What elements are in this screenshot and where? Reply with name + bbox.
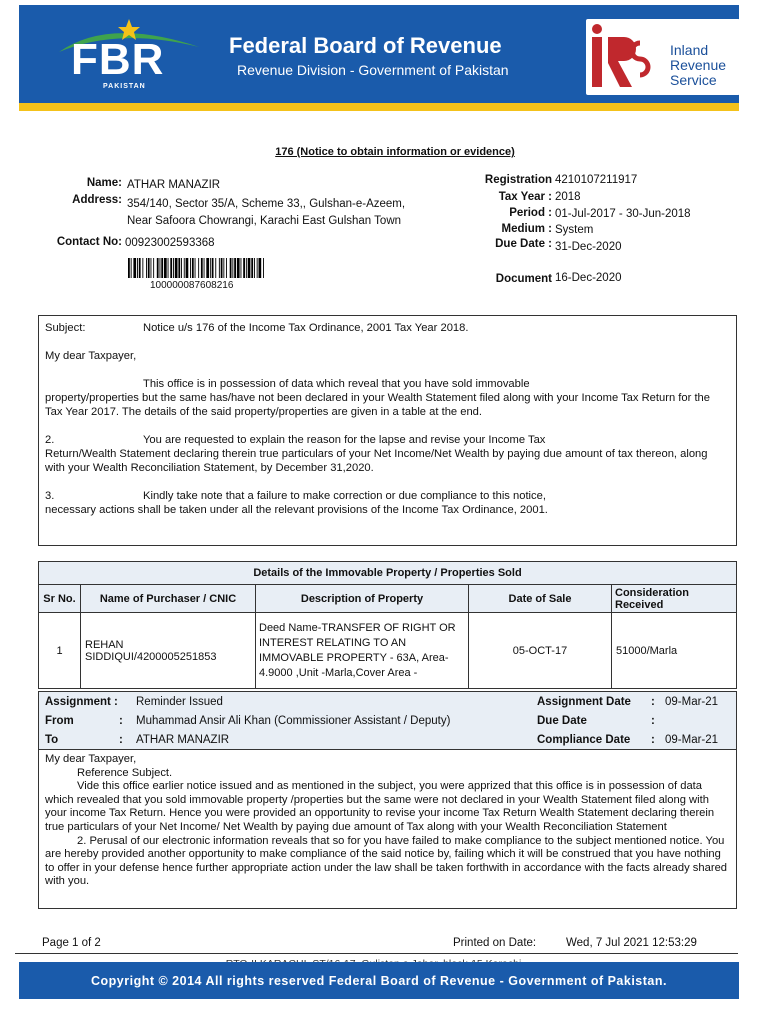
irs-logo [586, 19, 740, 95]
name-value: ATHAR MANAZIR [127, 179, 221, 191]
registration-value: 4210107211917 [555, 174, 638, 186]
notice-title: 176 (Notice to obtain information or evidence) [275, 146, 515, 158]
footer-divider [15, 953, 738, 954]
paragraph-1: This office is in possession of data which reveal that you have sold immovable property/properties but the same has/have not been declared in your Wealth Statement filed along with your Income Tax Return for the Tax Year 2017. The details of the said property/properties are given in a table at the end. [45, 378, 710, 418]
subject-text: Notice u/s 176 of the Income Tax Ordinance, 2001 Tax Year 2018. [143, 322, 469, 334]
subject-label: Subject: [45, 322, 86, 334]
contact-label: Contact No: [56, 236, 122, 248]
due-date-value: 31-Dec-2020 [555, 241, 622, 253]
due-date-label: Due Date : [495, 238, 552, 250]
medium-value: System [555, 224, 594, 236]
assignment-section [38, 691, 737, 909]
copyright-text: Copyright © 2014 All rights reserved Federal Board of Revenue - Government of Pakistan. [90, 974, 667, 988]
paragraph-3: 3. Kindly take note that a failure to make correction or due compliance to this notice, necessary actions shall be taken under all the relevant provisions of the Income Tax Ordinance, 2001. [45, 490, 548, 516]
notice-letter [38, 315, 737, 546]
document-label: Document [495, 273, 552, 285]
col-date: Date of Sale [469, 585, 612, 613]
document-value: 16-Dec-2020 [555, 272, 622, 284]
printed-label: Printed on Date: [453, 937, 537, 949]
registration-label: Registration [484, 174, 552, 186]
salutation: My dear Taxpayer, [45, 350, 137, 362]
copyright-bar [19, 962, 739, 999]
table-header-row [39, 585, 737, 613]
subject-row [45, 321, 730, 335]
irs-emblem-icon [590, 23, 652, 91]
header-stripe [19, 103, 739, 111]
header-banner [19, 5, 739, 103]
col-purchaser: Name of Purchaser / CNIC [81, 585, 256, 613]
barcode-number: 100000087608216 [150, 280, 234, 291]
fbr-logo-sub: PAKISTAN [103, 83, 146, 90]
fbr-logo [49, 17, 209, 97]
irs-text: Inland Revenue Service [670, 42, 727, 88]
table-row: 1 REHAN SIDDIQUI/4200005251853 Deed Name-TRANSFER OF RIGHT OR INTEREST RELATING TO AN IMMOVABLE PROPERTY - 63A, Area- 4.9000 ,Unit -Marla,Cover Area - 05-OCT-17 51000/Marla [39, 613, 737, 689]
fbr-logo-text: FBR [71, 35, 165, 84]
tax-year-value: 2018 [555, 191, 581, 203]
col-consideration: Consideration Received [612, 585, 737, 613]
address-label: Address: [72, 194, 122, 206]
period-label: Period : [509, 207, 552, 219]
medium-label: Medium : [501, 223, 552, 235]
period-value: 01-Jul-2017 - 30-Jun-2018 [555, 208, 691, 220]
tax-year-label: Tax Year : [498, 191, 552, 203]
assignment-header: Assignment : Reminder Issued Assignment Date : 09-Mar-21 From : Muhammad Ansir Ali Khan (Commissioner Assistant / Deputy) Due Date : To : ATHAR MANAZIR Compliance Date : 09-Mar-21 [39, 692, 736, 750]
header-title: Federal Board of Revenue [229, 33, 502, 58]
paragraph-2: 2. You are requested to explain the reason for the lapse and revise your Income Tax Return/Wealth Statement declaring therein true particulars of your Net Income/Net Wealth by paying due amount of tax thereon, along with your Wealth Reconciliation Statement, by December 31,2020. [45, 434, 708, 474]
page-number: Page 1 of 2 [42, 937, 101, 949]
header-subtitle: Revenue Division - Government of Pakistan [237, 62, 509, 78]
printed-date: Wed, 7 Jul 2021 12:53:29 [566, 937, 697, 949]
name-label: Name: [86, 177, 122, 189]
contact-value: 00923002593368 [125, 237, 215, 249]
address-value: 354/140, Sector 35/A, Scheme 33,, Gulshan-e-Azeem, Near Safoora Chowrangi, Karachi East Gulshan Town [127, 198, 406, 227]
property-table [38, 561, 737, 689]
col-sr: Sr No. [39, 585, 81, 613]
assignment-body: My dear Taxpayer, Reference Subject. Vide this office earlier notice issued and as mentioned in the subject, you were apprized that this office is in possession of data which revealed that you sold immovable property /properties but the same were not declared in your Wealth Statement filed along with your income Tax Return. Hence you were provided an opportunity to revise your income Tax Return Wealth Statement declaring therein true particulars of your Net Income/ Net Wealth by paying due amount of Tax along with your Wealth Reconciliation Statement 2. Perusal of our electronic information reveals that so for you have failed to make compliance to the subject mentioned notice. You are hereby provided another opportunity to make compliance of the said notice by, failing which it will be construed that you have nothing to offer in your defense hence further appropriate action under the law shall be taken forthwith in accordance with the facts already shared with you. [45, 753, 728, 888]
col-description: Description of Property [256, 585, 469, 613]
barcode [128, 258, 264, 278]
table-caption: Details of the Immovable Property / Properties Sold [39, 562, 737, 585]
